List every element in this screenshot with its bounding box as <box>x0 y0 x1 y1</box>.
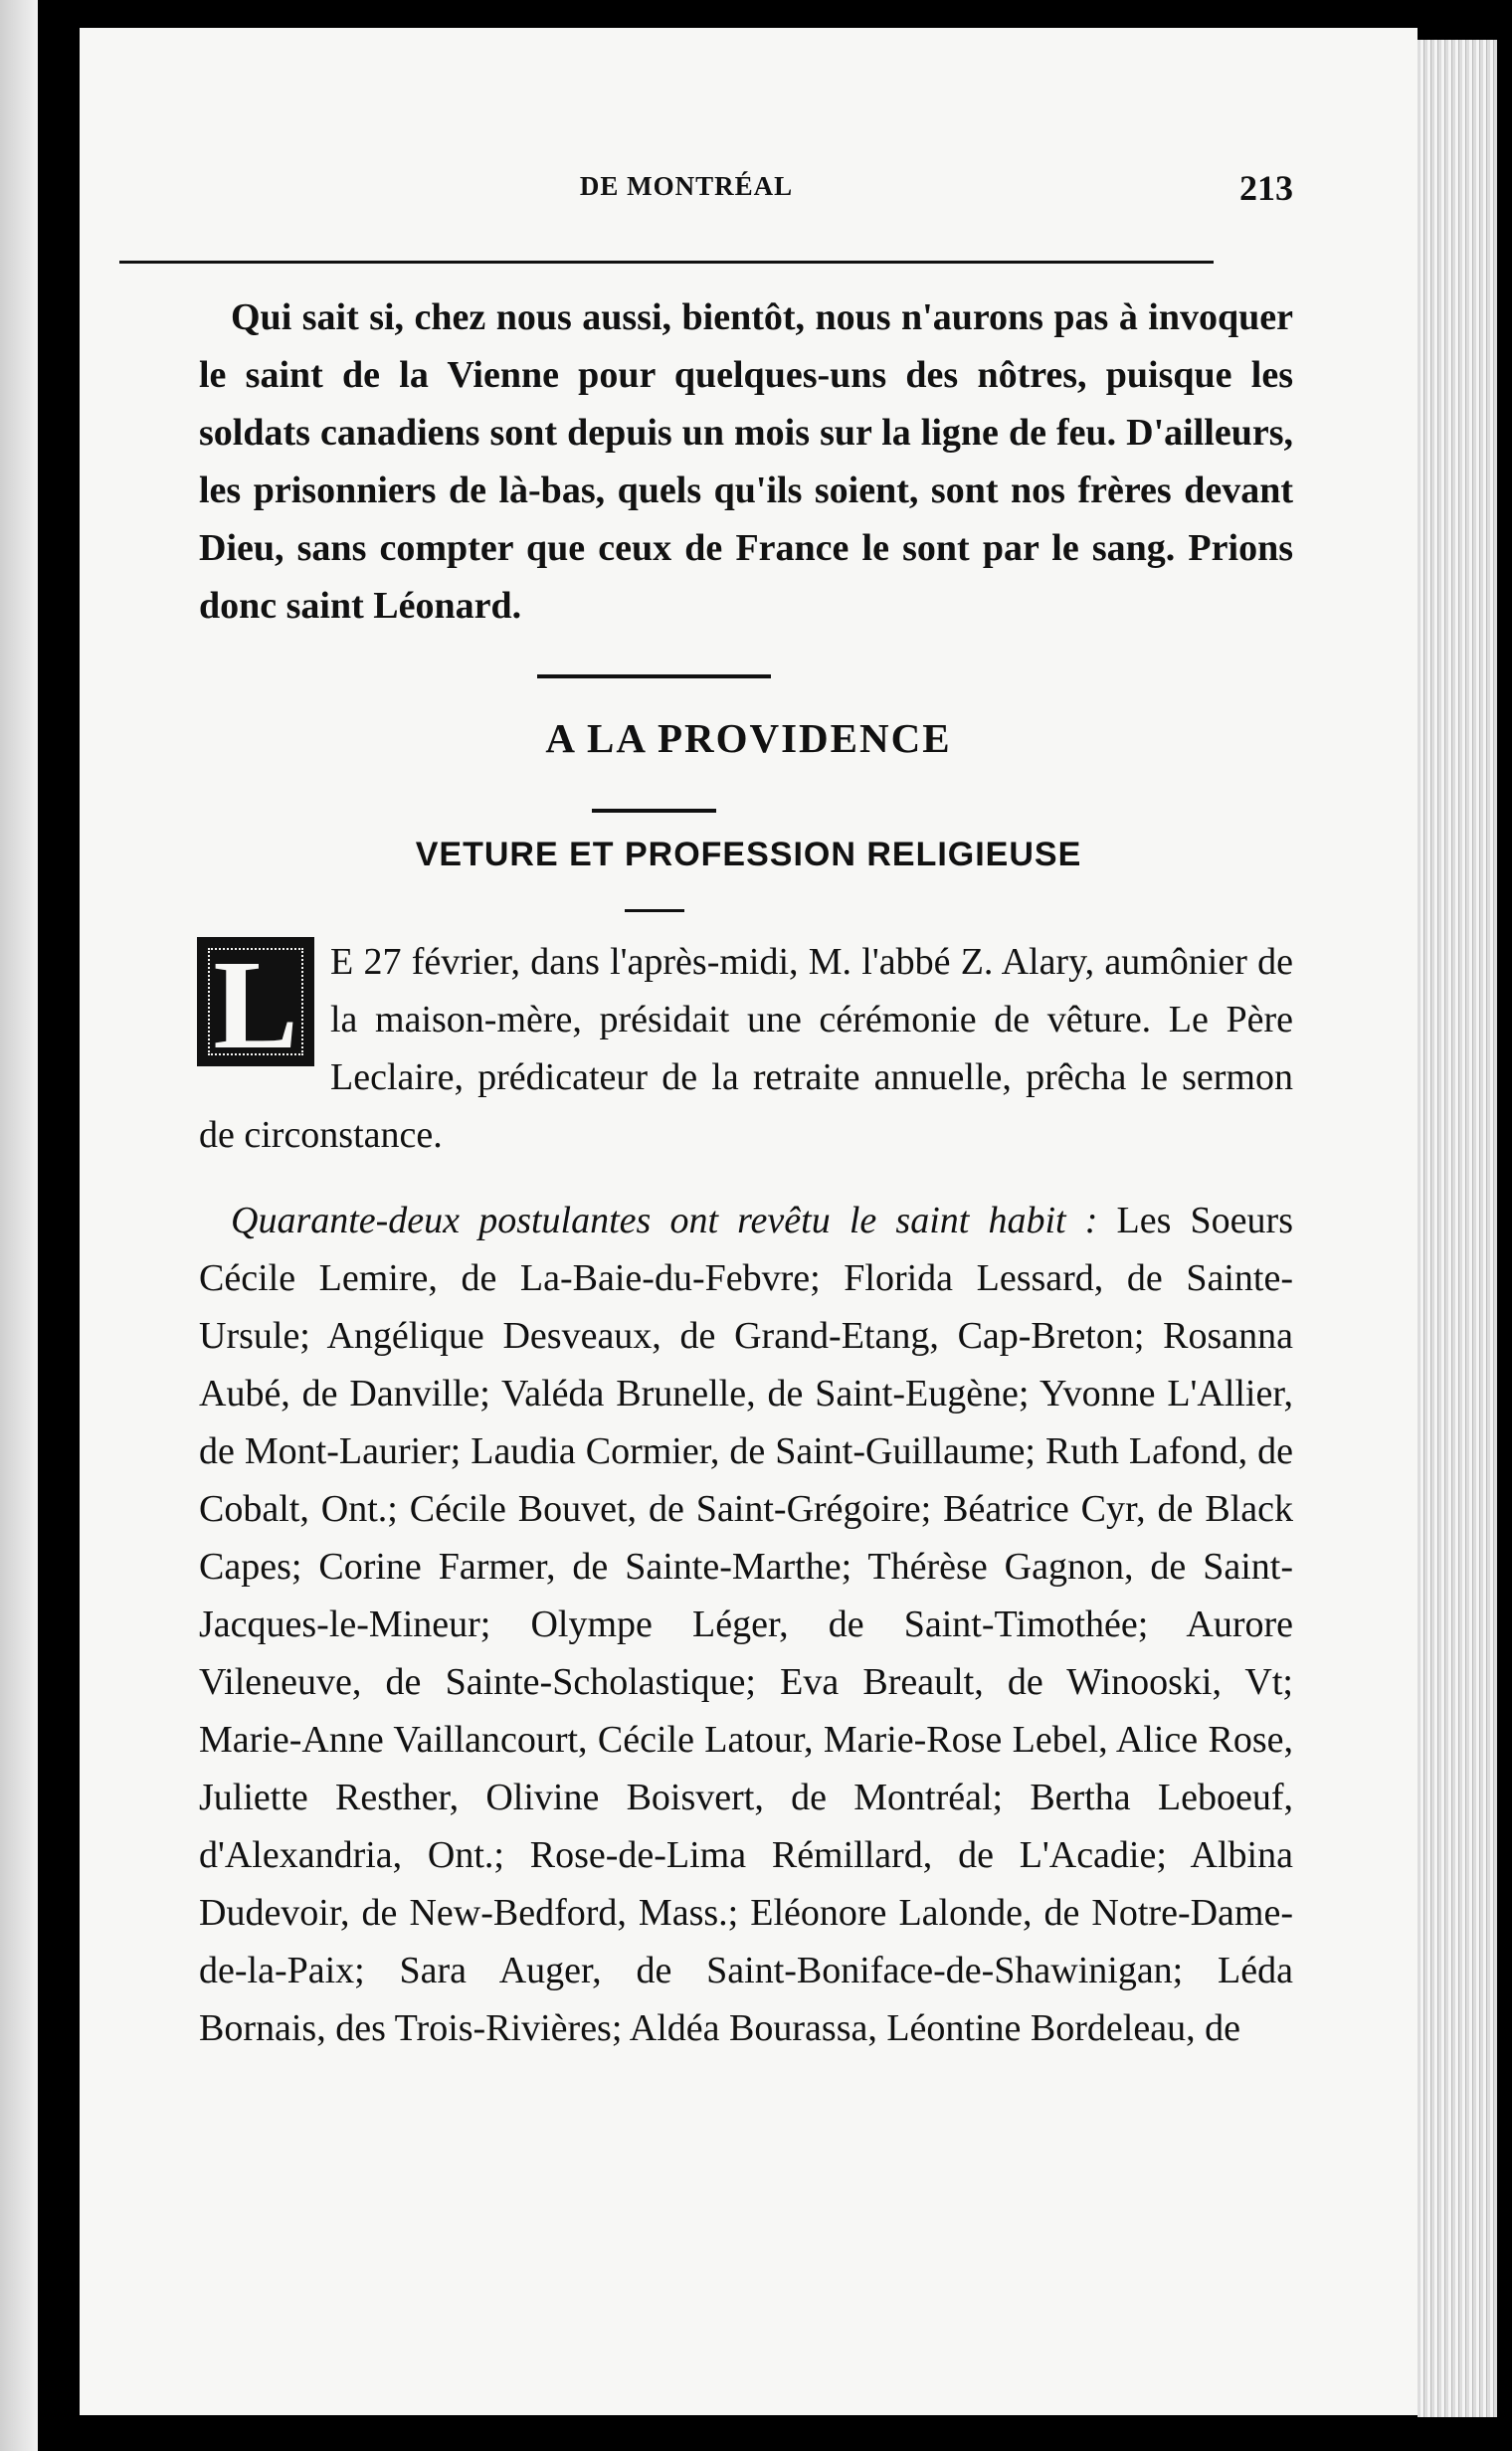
ornamental-dropcap <box>197 934 314 1075</box>
section-divider-top <box>537 674 771 678</box>
paragraph-3-lead: Quarante-deux postulantes ont revêtu le saint habit : <box>231 1200 1098 1241</box>
dropcap-letter: L <box>213 934 298 1075</box>
running-title: DE MONTRÉAL <box>579 171 794 201</box>
page-stack-edge <box>1418 40 1497 2417</box>
paragraph-1 <box>199 288 1293 635</box>
section-divider-middle <box>592 809 716 813</box>
paragraph-3 <box>199 1192 1293 2057</box>
book-gutter <box>38 30 80 2417</box>
page-number: 213 <box>1239 168 1293 208</box>
paragraph-1-text: Qui sait si, chez nous aussi, bientôt, nous n'aurons pas à invoquer le saint de la Vienne pour quelques-uns des nôtres, puisque les soldats canadiens sont depuis un mois sur la ligne de feu. D'ailleurs, les prisonniers de là-bas, quels qu'ils soient, sont nos frères devant Dieu, sans compter que ceux de France le sont par le sang. Prions donc saint Léonard. <box>199 296 1293 627</box>
dropcap-ornament-icon <box>208 948 303 1055</box>
subsection-title: VETURE ET PROFESSION RELIGIEUSE <box>415 836 1082 873</box>
paragraph-2 <box>199 933 1293 1164</box>
section-divider-bottom <box>625 909 684 912</box>
paragraph-3-text: Les Soeurs Cécile Lemire, de La-Baie-du-Febvre; Florida Lessard, de Sainte-Ursule; Angélique Desveaux, de Grand-Etang, Cap-Breton; Rosanna Aubé, de Danville; Valéda Brunelle, de Saint-Eugène; Yvonne L'Allier, de Mont-Laurier; Laudia Cormier, de Saint-Guillaume; Ruth Lafond, de Cobalt, Ont.; Cécile Bouvet, de Saint-Grégoire; Béatrice Cyr, de Black Capes; Corine Farmer, de Sainte-Marthe; Thérèse Gagnon, de Saint-Jacques-le-Mineur; Olympe Léger, de Saint-Timothée; Aurore Vileneuve, de Sainte-Scholastique; Eva Breault, de Winooski, Vt; Marie-Anne Vaillancourt, Cécile Latour, Marie-Rose Lebel, Alice Rose, Juliette Resther, Olivine Boisvert, de Montréal; Bertha Leboeuf, d'Alexandria, Ont.; Rose-de-Lima Rémillard, de L'Acadie; Albina Dudevoir, de New-Bedford, Mass.; Eléonore Lalonde, de Notre-Dame-de-la-Paix; Sara Auger, de Saint-Boniface-de-Shawinigan; Léda Bornais, des Trois-Rivières; Aldéa Bourassa, Léontine Bordeleau, de <box>199 1200 1293 2049</box>
section-title: A LA PROVIDENCE <box>545 715 952 761</box>
running-head <box>119 159 1293 219</box>
previous-page-edge <box>0 0 38 2451</box>
paragraph-2-text: E 27 février, dans l'après-midi, M. l'abbé Z. Alary, aumônier de la maison-mère, présidait une cérémonie de vêture. Le Père Leclaire, prédicateur de la retraite annuelle, prêcha le sermon de circonstance. <box>199 941 1293 1156</box>
header-rule <box>119 261 1214 264</box>
book-page <box>80 28 1418 2415</box>
